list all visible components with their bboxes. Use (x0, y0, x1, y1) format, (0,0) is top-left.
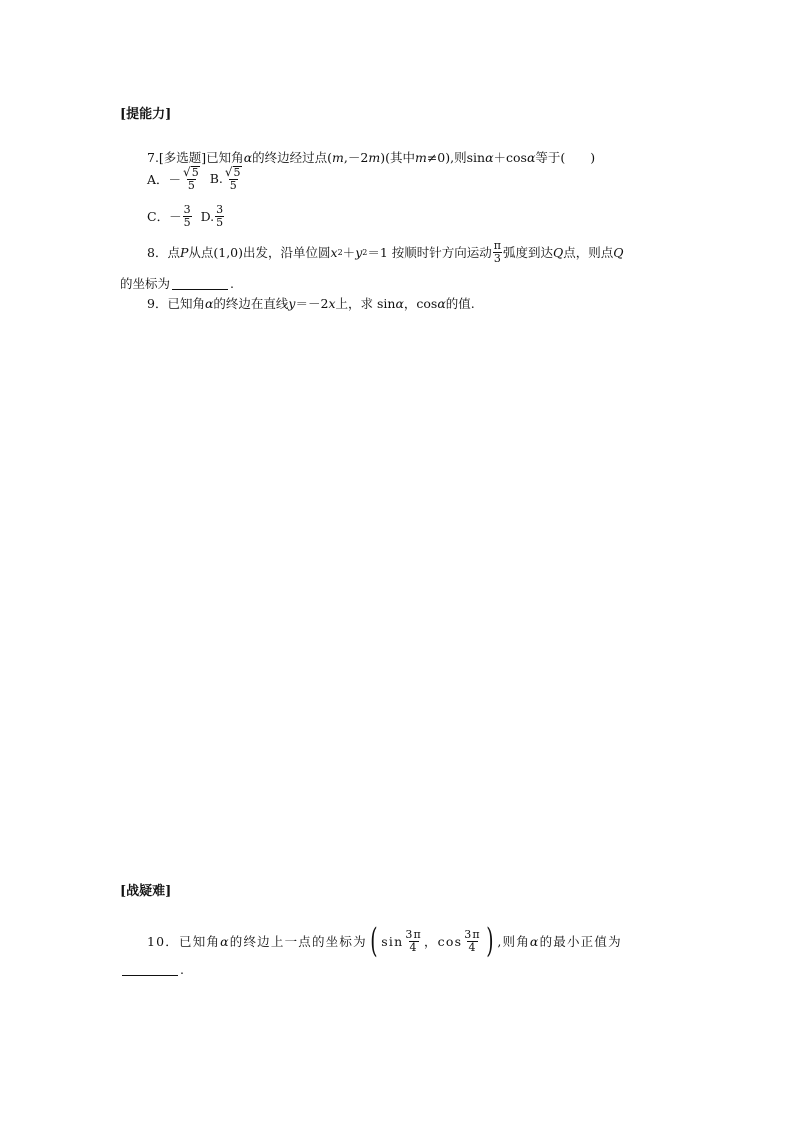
q8-text: ＝1 按顺时针方向运动 (367, 245, 492, 261)
q10-right-paren: ) (486, 921, 495, 961)
q8-text: . (230, 275, 234, 291)
question-7-options-ab (147, 166, 244, 191)
q8-fraction-pi-3: $\frac{\pi}{3}$ (493, 239, 502, 265)
q8-point-p: P (179, 244, 189, 260)
q8-text: 弧度到达 (503, 245, 554, 261)
q10-text: . (180, 962, 184, 977)
question-8-line-2 (120, 274, 234, 292)
q9-alpha: α (437, 295, 446, 311)
q10-text: sin (381, 933, 404, 949)
q7-alpha: α (485, 149, 494, 165)
answer-blank[interactable] (172, 277, 228, 290)
sqrt-symbol: √ (183, 165, 191, 179)
option-a-fraction: √ 5 5 (183, 165, 199, 192)
q9-text: 上，求 sin (335, 296, 396, 311)
q8-text: ＋ (342, 245, 356, 261)
section-title-improve: [提能力] (120, 107, 172, 122)
option-b-label: B. (209, 171, 223, 187)
q9-var-y: y (288, 295, 296, 311)
q7-text: 的终边经过点( (252, 150, 333, 165)
option-d-label: D. (200, 208, 215, 224)
question-7-stem (147, 148, 595, 166)
option-a-label: A．－ (147, 171, 182, 187)
q10-left-paren: ( (370, 921, 378, 961)
q8-text: 的坐标为 (120, 276, 171, 291)
q9-alpha: α (204, 295, 214, 311)
question-10-line-2 (120, 962, 184, 977)
q7-text: )(其中 (380, 150, 415, 165)
option-c-label: C．－ (147, 209, 182, 225)
q7-text: ≠0),则sin (426, 150, 486, 165)
q10-alpha: α (529, 933, 540, 949)
q8-point-q: Q (613, 244, 624, 260)
q10-fraction-3pi-4: $\frac{3\pi}{4}$ (464, 927, 481, 954)
q9-text: ＝－2 (295, 296, 329, 311)
q7-text: ,－2 (343, 150, 369, 165)
q10-fraction-3pi-4: $\frac{3\pi}{4}$ (405, 927, 422, 954)
option-c-fraction: $\frac{3}{5}$ (183, 203, 191, 229)
option-b-fraction: √ 5 5 (224, 165, 241, 192)
q7-text: ＋cos (493, 150, 527, 165)
q9-text: 的终边在直线 (213, 296, 289, 311)
q7-alpha: α (526, 149, 536, 165)
q8-text: 点，则点 (563, 245, 614, 261)
q7-text: 7.[多选题]已知角 (147, 150, 244, 165)
q9-text: 的值. (445, 296, 475, 311)
q10-text: 的终边上一点的坐标为 (229, 934, 367, 949)
q7-var-m: m (368, 149, 381, 165)
q7-text: 等于( ) (535, 150, 596, 165)
q8-point-q: Q (553, 244, 564, 260)
q10-text: 的最小正值为 (539, 934, 622, 949)
q8-text: 8．点 (147, 245, 180, 261)
question-9 (147, 294, 475, 312)
question-8-line-1 (147, 240, 624, 264)
q8-var-x: x (330, 244, 338, 260)
sqrt-symbol: √ (224, 165, 233, 179)
q9-text: ，cos (403, 296, 438, 311)
q9-var-x: x (328, 295, 336, 311)
answer-blank[interactable] (122, 963, 178, 976)
question-7-options-cd (147, 204, 225, 228)
q9-text: 9．已知角 (147, 296, 205, 311)
q8-exponent: 2 (362, 247, 368, 257)
q10-text: ,则角 (497, 934, 530, 949)
q10-text: 10．已知角 (147, 934, 221, 949)
q7-alpha: α (243, 149, 253, 165)
q8-exponent: 2 (337, 247, 343, 257)
q8-text: 从点(1,0)出发，沿单位圆 (188, 245, 331, 261)
q10-text: ，cos (423, 934, 463, 949)
question-10 (147, 921, 622, 961)
q8-var-y: y (355, 244, 363, 260)
q9-alpha: α (395, 295, 404, 311)
option-d-fraction: $\frac{3}{5}$ (216, 203, 224, 229)
section-title-challenge: [战疑难] (120, 884, 172, 899)
q7-var-m: m (414, 149, 427, 165)
q10-alpha: α (220, 933, 230, 949)
q7-var-m: m (332, 149, 344, 165)
